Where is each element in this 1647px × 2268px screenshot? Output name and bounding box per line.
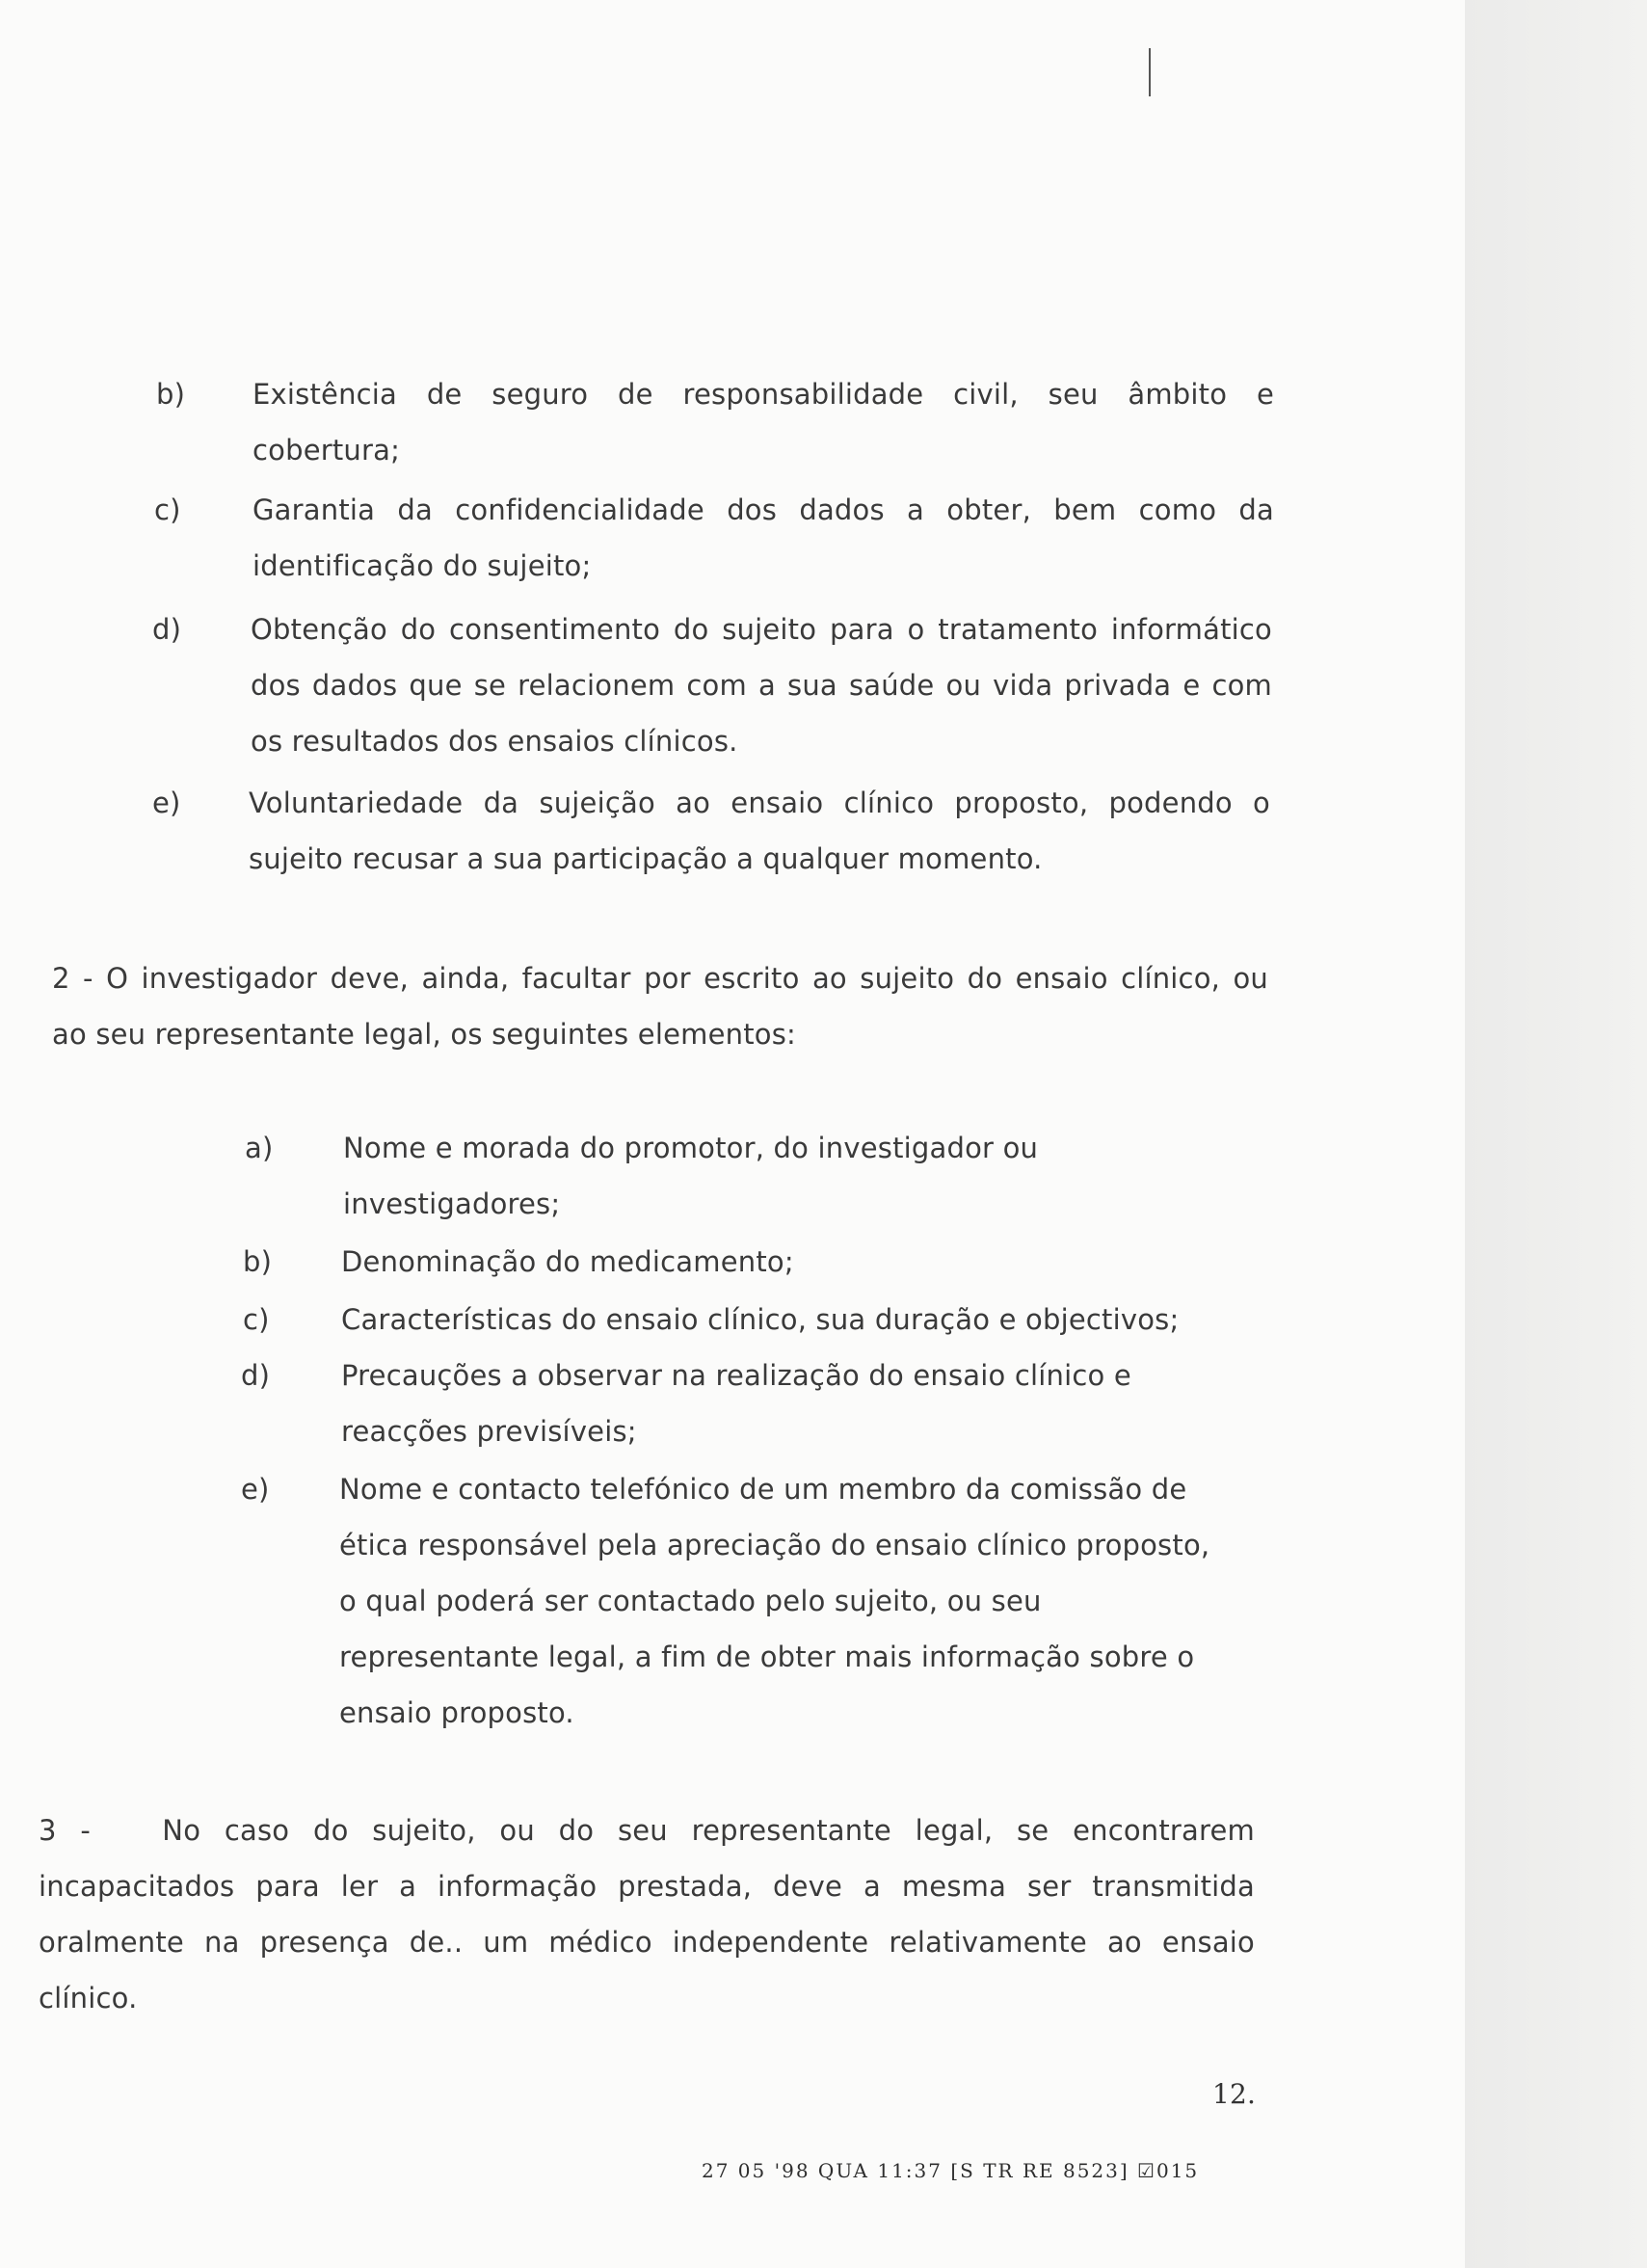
list2-item-a: Nome e morada do promotor, do investigador ou investigadores;	[343, 1132, 1039, 1220]
page-number: 12.	[1212, 2078, 1257, 2110]
list2-letter-d: d)	[241, 1359, 271, 1392]
paragraph-2: 2 - O investigador deve, ainda, facultar por escrito ao sujeito do ensaio clínico, ou ao seu representante legal, os seguintes elementos:	[52, 962, 1268, 1051]
list2-letter-b: b)	[243, 1245, 273, 1278]
list2-item-e: Nome e contacto telefónico de um membro da comissão de ética responsável pela apreciação do ensaio clínico proposto, o qual poderá ser contactado pelo sujeito, ou seu representante legal, a fim de obter mais informação sobre o ensaio proposto.	[339, 1473, 1210, 1729]
list1-letter-d: d)	[152, 613, 182, 646]
list1-letter-e: e)	[152, 787, 181, 819]
list2-item-d: Precauções a observar na realização do ensaio clínico e reacções previsíveis;	[341, 1359, 1131, 1448]
fax-header: 27 05 '98 QUA 11:37 [S TR RE 8523] ☑015	[702, 2159, 1200, 2182]
paragraph-3-number: 3 -	[39, 1814, 92, 1847]
list1-item-e: Voluntariedade da sujeição ao ensaio clínico proposto, podendo o sujeito recusar a sua participação a qualquer momento.	[249, 787, 1270, 875]
list2-item-c: Características do ensaio clínico, sua duração e objectivos;	[341, 1303, 1180, 1336]
margin-mark	[1149, 48, 1151, 96]
list2-letter-e: e)	[241, 1473, 270, 1506]
list1-item-c: Garantia da confidencialidade dos dados a obter, bem como da identificação do sujeito;	[252, 494, 1274, 582]
list1-item-d: Obtenção do consentimento do sujeito para o tratamento informático dos dados que se relacionem com a sua saúde ou vida privada e com os resultados dos ensaios clínicos.	[251, 613, 1272, 758]
list2-item-b: Denominação do medicamento;	[341, 1245, 794, 1278]
list2-letter-a: a)	[245, 1132, 274, 1164]
list1-item-b: Existência de seguro de responsabilidade civil, seu âmbito e cobertura;	[252, 378, 1274, 467]
list1-letter-c: c)	[154, 494, 181, 526]
list1-letter-b: b)	[156, 378, 186, 411]
list2-letter-c: c)	[243, 1303, 270, 1336]
paragraph-3: 3 - No caso do sujeito, ou do seu representante legal, se encontrarem incapacitados para ler a informação prestada, deve a mesma ser transmitida oralmente na presença de.. um médico independente relativamente ao ensaio clínico.	[39, 1814, 1256, 2015]
